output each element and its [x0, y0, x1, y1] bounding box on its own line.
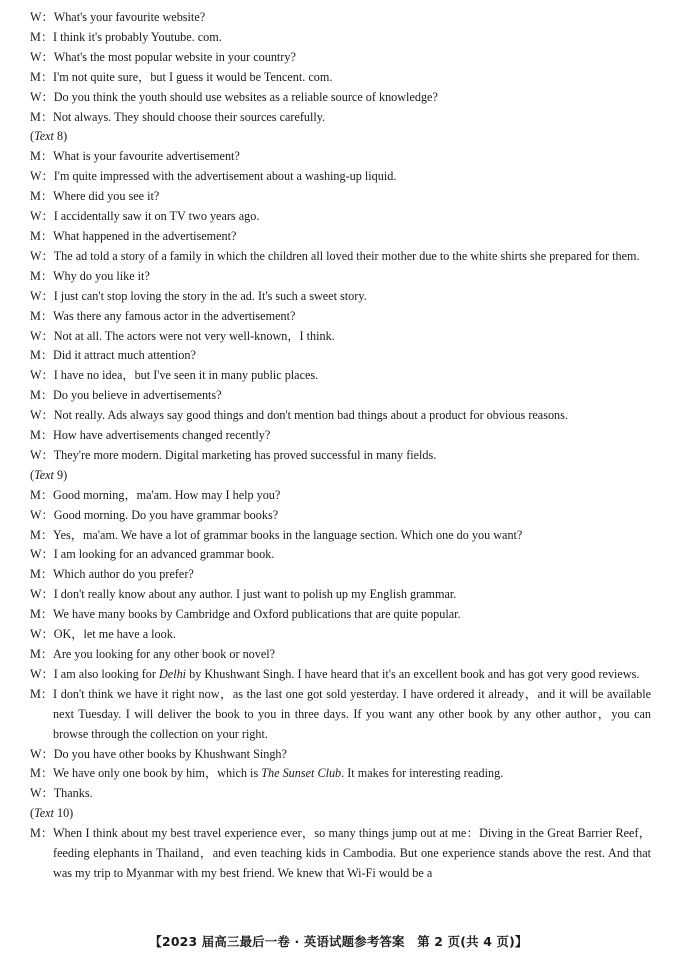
- speaker-label: W：: [30, 209, 54, 224]
- utterance-text: What's the most popular website in your country?: [53, 49, 296, 64]
- utterance-text: Good morning，ma'am. How may I help you?: [53, 487, 281, 502]
- utterance-text-part: . It makes for interesting reading.: [341, 766, 504, 781]
- dialogue-line: [30, 267, 651, 287]
- utterance-text: I'm not quite sure，but I guess it would be Tencent. com.: [53, 69, 333, 84]
- utterance-text: Not really. Ads always say good things and don't mention bad things about a product for obvious reasons.: [53, 408, 568, 423]
- dialogue-line: [30, 685, 651, 745]
- dialogue-line: [30, 88, 651, 108]
- dialogue-line: [30, 207, 651, 227]
- utterance-text: Yes，ma'am. We have a lot of grammar books in the language section. Which one do you want?: [53, 527, 523, 542]
- utterance-text-part: I am also looking for: [53, 666, 159, 681]
- speaker-label: W：: [30, 447, 54, 462]
- speaker-label: W：: [30, 547, 54, 562]
- dialogue-line: [30, 167, 651, 187]
- dialogue-line: [30, 506, 651, 526]
- speaker-label: W：: [30, 10, 54, 24]
- utterance-text: Not always. They should choose their sources carefully.: [53, 109, 326, 124]
- speaker-label: M：: [30, 109, 54, 124]
- utterance-text: I don't really know about any author. I just want to polish up my English grammar.: [53, 587, 457, 602]
- dialogue-line: [30, 8, 651, 28]
- dialogue-line: [30, 287, 651, 307]
- utterance-text: Why do you like it?: [53, 268, 150, 283]
- utterance-text-part: We have only one book by him，which is: [53, 766, 262, 781]
- section-heading: (Text 8): [30, 129, 68, 144]
- dialogue-line: [30, 605, 651, 625]
- speaker-label: W：: [30, 288, 54, 303]
- dialogue-line: [30, 346, 651, 366]
- speaker-label: M：: [30, 149, 54, 164]
- section-number: 9: [56, 467, 64, 482]
- speaker-label: M：: [30, 268, 54, 283]
- dialogue-line: [30, 784, 651, 804]
- dialogue-line: [30, 28, 651, 48]
- utterance-text: We have many books by Cambridge and Oxford publications that are quite popular.: [53, 607, 461, 622]
- speaker-label: M：: [30, 567, 54, 582]
- speaker-label: M：: [30, 69, 54, 84]
- section-label: Text: [34, 806, 54, 821]
- dialogue-line: [30, 386, 651, 406]
- dialogue-line: [30, 307, 651, 327]
- dialogue-line: [30, 645, 651, 665]
- section-number: 8: [56, 129, 64, 144]
- speaker-label: W：: [30, 587, 54, 602]
- utterance-text: OK，let me have a look.: [53, 627, 176, 642]
- speaker-label: W：: [30, 408, 54, 423]
- dialogue-line: [30, 764, 651, 784]
- utterance-text: Thanks.: [53, 786, 93, 801]
- dialogue-line: [30, 327, 651, 347]
- dialogue-line: [30, 48, 651, 68]
- section-number: 10: [56, 806, 70, 821]
- utterance-text: Not at all. The actors were not very well-known，I think.: [53, 328, 335, 343]
- dialogue-line: [30, 745, 651, 765]
- speaker-label: W：: [30, 248, 54, 263]
- utterance-text: I just can't stop loving the story in the ad. It's such a sweet story.: [53, 288, 367, 303]
- speaker-label: W：: [30, 89, 54, 104]
- utterance-text: How have advertisements changed recently?: [53, 428, 271, 443]
- speaker-label: M：: [30, 308, 54, 323]
- speaker-label: W：: [30, 169, 54, 184]
- dialogue-line: [30, 526, 651, 546]
- utterance-text: The ad told a story of a family in which the children all loved their mother due to the white shirts she prepared for them.: [53, 248, 640, 263]
- speaker-label: M：: [30, 686, 54, 701]
- dialogue-line: [30, 486, 651, 506]
- speaker-label: M：: [30, 388, 54, 403]
- speaker-label: M：: [30, 29, 54, 44]
- utterance-text: Where did you see it?: [53, 189, 160, 204]
- speaker-label: M：: [30, 348, 54, 363]
- utterance-text: What's your favourite website?: [53, 10, 206, 24]
- utterance-text: What is your favourite advertisement?: [53, 149, 240, 164]
- utterance-text: Do you have other books by Khushwant Singh?: [53, 746, 287, 761]
- dialogue-line: [30, 426, 651, 446]
- utterance-text: When I think about my best travel experience ever，so many things jump out at me：Diving in the Great Barrier Reef，feeding elephants in Thailand，and even teaching kids in Cambodia. But one experience stands above the rest. And that was my trip to Myanmar with my best friend. We knew that Wi-Fi would be a: [53, 826, 651, 880]
- speaker-label: W：: [30, 507, 54, 522]
- dialogue-line: [30, 147, 651, 167]
- page-footer: 【2023 届高三最后一卷 · 英语试题参考答案 第 2 页(共 4 页)】: [149, 934, 528, 949]
- speaker-label: M：: [30, 189, 54, 204]
- speaker-label: W：: [30, 368, 54, 383]
- speaker-label: M：: [30, 527, 54, 542]
- utterance-text: Was there any famous actor in the advertisement?: [53, 308, 296, 323]
- dialogue-line: [30, 565, 651, 585]
- speaker-label: M：: [30, 487, 54, 502]
- speaker-label: W：: [30, 746, 54, 761]
- speaker-label: M：: [30, 228, 54, 243]
- utterance-text: They're more modern. Digital marketing has proved successful in many fields.: [53, 447, 437, 462]
- utterance-text: Do you believe in advertisements?: [53, 388, 222, 403]
- speaker-label: W：: [30, 328, 54, 343]
- dialogue-line: [30, 108, 651, 128]
- speaker-label: M：: [30, 647, 54, 661]
- utterance-text: I don't think we have it right now，as the last one got sold yesterday. I have ordered it already，and it will be available next Tuesday. I will deliver the book to you in three days. If you want any other book by any other author，you can browse through the collection on your right.: [53, 686, 651, 741]
- utterance-text: I am looking for an advanced grammar book.: [53, 547, 275, 562]
- dialogue-line: [30, 68, 651, 88]
- dialogue-line: [30, 665, 651, 685]
- utterance-text: I'm quite impressed with the advertisement about a washing-up liquid.: [53, 169, 397, 184]
- dialogue-line: [30, 366, 651, 386]
- speaker-label: M：: [30, 607, 54, 622]
- book-title: Delhi: [158, 666, 187, 681]
- dialogue-line: [30, 585, 651, 605]
- speaker-label: W：: [30, 786, 54, 801]
- utterance-text: What happened in the advertisement?: [53, 228, 237, 243]
- dialogue-line: [30, 625, 651, 645]
- dialogue-line: [30, 545, 651, 565]
- speaker-label: W：: [30, 49, 54, 64]
- dialogue-line: [30, 824, 651, 884]
- section-label: Text: [34, 129, 54, 144]
- utterance-text: I have no idea，but I've seen it in many public places.: [53, 368, 319, 383]
- speaker-label: W：: [30, 666, 54, 681]
- section-heading: (Text 10): [30, 806, 74, 821]
- speaker-label: W：: [30, 627, 54, 642]
- dialogue-line: [30, 227, 651, 247]
- utterance-text: I accidentally saw it on TV two years ago.: [53, 209, 260, 224]
- speaker-label: M：: [30, 766, 54, 781]
- speaker-label: M：: [30, 428, 54, 443]
- utterance-text: Are you looking for any other book or novel?: [53, 647, 276, 661]
- book-title: The Sunset Club: [261, 766, 342, 781]
- utterance-text: [53, 764, 651, 784]
- utterance-text: Do you think the youth should use websites as a reliable source of knowledge?: [53, 89, 438, 104]
- dialogue-line: [30, 187, 651, 207]
- utterance-text: [54, 665, 651, 685]
- utterance-text: Good morning. Do you have grammar books?: [53, 507, 279, 522]
- utterance-text: I think it's probably Youtube. com.: [53, 29, 222, 44]
- utterance-text-part: by Khushwant Singh. I have heard that it's an excellent book and has got very good reviews.: [186, 666, 640, 681]
- section-heading: (Text 9): [30, 467, 68, 482]
- dialogue-line: [30, 247, 651, 267]
- dialogue-line: [30, 446, 651, 466]
- dialogue-line: [30, 406, 651, 426]
- utterance-text: Which author do you prefer?: [53, 567, 194, 582]
- transcript-body: [30, 8, 651, 884]
- utterance-text: Did it attract much attention?: [53, 348, 196, 363]
- section-label: Text: [34, 467, 54, 482]
- speaker-label: M：: [30, 826, 54, 841]
